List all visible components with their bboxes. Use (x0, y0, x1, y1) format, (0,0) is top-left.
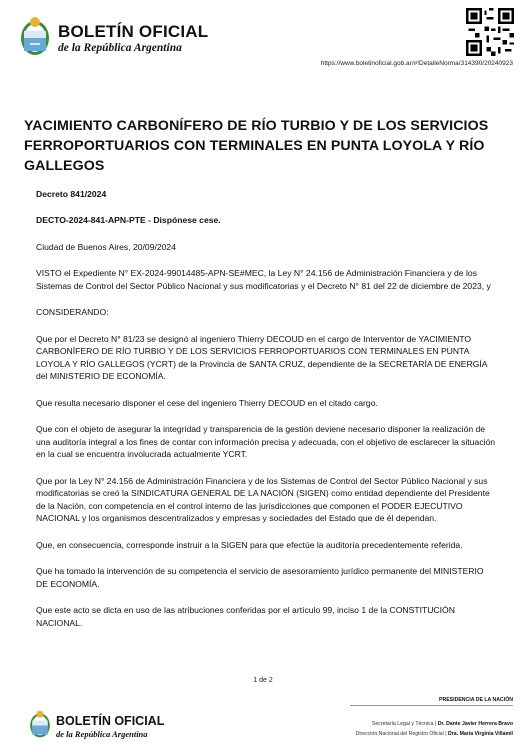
page-header (0, 0, 526, 80)
paragraph: Que por la Ley N° 24.156 de Administración Financiera y de los Sistemas de Control del Sector Público Nacional y sus modificatorias se creó la SINDICATURA GENERAL DE LA NACIÓN (SIGEN) como entidad dependiente del Presidente de la Nación, con competencia en el control interno de las jurisdicciones que componen el PODER EJECUTIVO NACIONAL y los organismos descentralizados y empresas y sociedades del Estado que de él dependan. (36, 475, 490, 524)
signature-registro-oficial (356, 731, 513, 737)
paragraph: Que con el objeto de asegurar la integridad y transparencia de la gestión deviene necesario disponer la realización de una auditoría integral a los fines de contar con información precisa y adecuada, con el objetivo de esclarecer la situación en la cual se encuentra involucrada actualmente YCRT. (36, 424, 496, 460)
argentina-emblem-icon (28, 707, 52, 741)
argentina-emblem-icon (18, 14, 52, 58)
page-number: 1 de 2 (253, 677, 273, 684)
paragraph: Que por el Decreto N° 81/23 se designó al ingeniero Thierry DECOUD en el cargo de Interventor de YACIMIENTO CARBONÍFERO DE RÍO TURBIO Y DE LOS SERVICIOS FERROPORTUARIOS CON TERMINALES EN PUNTA LOYOLA Y RÍO GALLEGOS (YCRT) de la Provincia de SANTA CRUZ, dependiente de la SECRETARÍA DE ENERGÍA del MINISTERIO DE ECONOMÍA. (36, 333, 488, 382)
presidencia-label: PRESIDENCIA DE LA NACIÓN (439, 697, 513, 703)
brand-title: BOLETÍN OFICIAL (58, 22, 209, 41)
footer-brand-title: BOLETÍN OFICIAL (56, 714, 165, 728)
paragraph: Que, en consecuencia, corresponde instruir a la SIGEN para que efectúe la auditoría precedentemente referida. (36, 539, 463, 550)
signature-name: Dra. María Virginia Villamil (448, 731, 513, 737)
place-date: Ciudad de Buenos Aires, 20/09/2024 (36, 241, 176, 252)
qr-code-icon (466, 8, 514, 56)
footer-divider (350, 705, 513, 706)
footer-brand-subtitle: de la República Argentina (56, 729, 148, 739)
paragraph: Que ha tomado la intervención de su competencia el servicio de asesoramiento jurídico permanente del MINISTERIO DE ECONOMÍA. (36, 566, 484, 589)
decree-number: Decreto 841/2024 (36, 189, 107, 199)
considerando-heading: CONSIDERANDO: (36, 307, 109, 318)
document-title: YACIMIENTO CARBONÍFERO DE RÍO TURBIO Y DE LOS SERVICIOS FERROPORTUARIOS CON TERMINALES EN PUNTA LOYOLA Y RÍO GALLEGOS (24, 118, 489, 174)
visto-paragraph: VISTO el Expediente N° EX-2024-99014485-APN-SE#MEC, la Ley N° 24.156 de Administración Financiera y de los Sistemas de Control del Sector Público Nacional y sus modificatorias y el Decreto N° 81 del 22 de diciembre de 2023, y (36, 268, 491, 291)
signature-label: Secretaría Legal y Técnica | (371, 721, 438, 727)
decree-code: DECTO-2024-841-APN-PTE - Dispónese cese. (36, 215, 221, 226)
signature-legal-tecnica (372, 721, 513, 727)
document-url[interactable]: https://www.boletinoficial.gob.ar/#!DetalleNorma/314390/20240923 (320, 60, 513, 67)
paragraph: Que resulta necesario disponer el cese del ingeniero Thierry DECOUD en el citado cargo. (36, 397, 378, 408)
paragraph: Que este acto se dicta en uso de las atribuciones conferidas por el artículo 99, inciso 1 de la CONSTITUCIÓN NACIONAL. (36, 605, 455, 628)
signature-name: Dr. Dante Javier Herrera Bravo (437, 721, 513, 727)
brand-subtitle: de la República Argentina (58, 42, 182, 54)
document-body (36, 188, 496, 643)
signature-label: Dirección Nacional del Registro Oficial | (355, 731, 449, 737)
